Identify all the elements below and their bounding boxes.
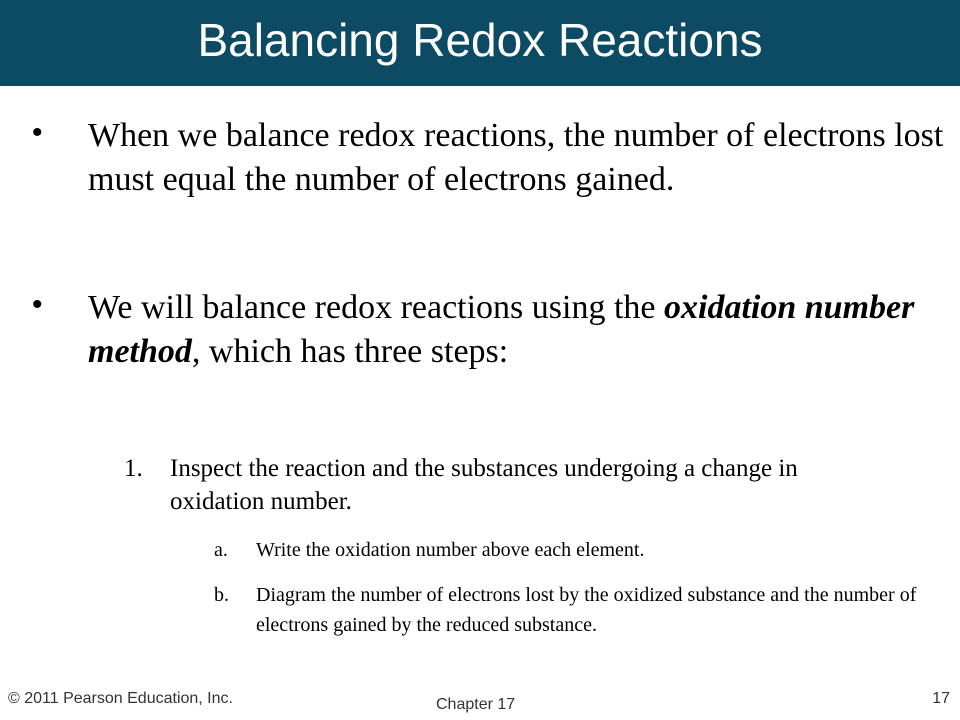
- substep-text: Diagram the number of electrons lost by the oxidized substance and the number of electrons gained by the reduced substance.: [256, 584, 917, 636]
- bullet-point: When we balance redox reactions, the number of electrons lost must equal the number of electrons gained.: [88, 117, 944, 198]
- bullet-point: [88, 286, 948, 374]
- bullet-text: , which has three steps:: [191, 333, 509, 370]
- substep-letter: b.: [214, 584, 229, 606]
- bullet-marker: •: [32, 116, 43, 149]
- title-bar: [0, 0, 960, 86]
- slide-title: Balancing Redox Reactions: [197, 14, 763, 66]
- bullet-marker: •: [32, 288, 43, 321]
- emphasis-term: oxidation number method: [88, 289, 915, 370]
- footer-chapter: Chapter 17: [436, 696, 516, 713]
- step-number: 1.: [124, 455, 143, 482]
- substep-letter: a.: [214, 539, 228, 561]
- footer-copyright: © 2011 Pearson Education, Inc.: [8, 690, 233, 707]
- bullet-text: We will balance redox reactions using the: [88, 289, 665, 326]
- step-text: Inspect the reaction and the substances undergoing a change in oxidation number.: [170, 455, 798, 515]
- footer-page-number: 17: [932, 690, 950, 707]
- substep-text: Write the oxidation number above each element.: [256, 539, 645, 561]
